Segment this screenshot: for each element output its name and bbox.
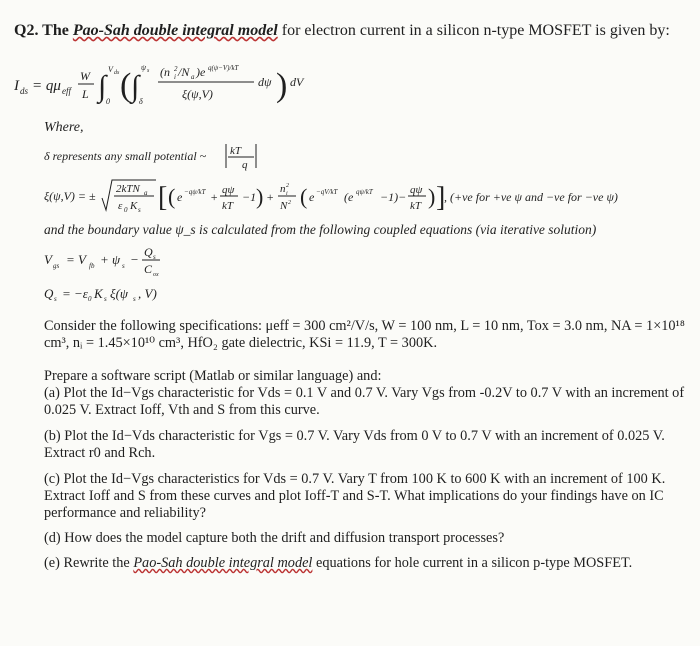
svg-text:Q: Q (144, 245, 153, 259)
svg-text:kT: kT (222, 200, 233, 212)
svg-text:+: + (210, 190, 219, 204)
svg-text:+ ψ: + ψ (100, 252, 121, 267)
task-a-line-1: (a) Plot the Id−Vgs characteristic for Vds = 0.1 V and 0.7 V. Vary Vgs from -0.2V to 0.7 V with an increment of (44, 385, 685, 401)
svg-text:I: I (14, 78, 19, 94)
svg-text:ξ(ψ: ξ(ψ (110, 286, 128, 301)
svg-text:L: L (82, 87, 89, 101)
delta-definition (44, 138, 274, 172)
intro-pre: The (42, 22, 69, 39)
tasks-intro: Prepare a software script (Matlab or similar language) and: (44, 368, 382, 384)
svg-text:∫: ∫ (98, 70, 107, 103)
svg-text:s: s (122, 262, 125, 270)
svg-text:N: N (280, 200, 288, 212)
svg-text:qψ: qψ (222, 184, 235, 196)
svg-text:−1: −1 (242, 190, 257, 204)
specs-line-2: cm³, nᵢ = 1.45×10¹⁰ cm³, HfO₂ gate dielectric, KSi = 11.9, T = 300K. (44, 335, 438, 351)
svg-text:ds: ds (114, 70, 120, 76)
svg-text:C: C (144, 262, 153, 276)
svg-text:(: ( (120, 67, 132, 104)
svg-text:ξ(ψ,V): ξ(ψ,V) (182, 87, 213, 101)
boundary-text: and the boundary value ψ_s is calculated from the following coupled equations (via iterative solution) (44, 222, 597, 237)
svg-text:eff: eff (62, 86, 71, 96)
svg-text:s: s (133, 295, 136, 303)
svg-text:2kTN: 2kTN (116, 183, 140, 195)
question-number: Q2. (14, 22, 39, 39)
svg-text:s: s (54, 295, 57, 303)
svg-text:δ represents any small potenti: δ represents any small potential ~ (44, 149, 207, 163)
svg-text:q: q (242, 159, 248, 171)
svg-text:a: a (144, 189, 148, 197)
svg-text:= qμ: = qμ (32, 78, 61, 94)
svg-text:ε: ε (118, 200, 123, 212)
svg-text:gs: gs (53, 262, 60, 270)
svg-text:(: ( (300, 184, 308, 209)
svg-text:fb: fb (89, 262, 95, 270)
svg-text:Q: Q (44, 286, 54, 301)
task-c-line-3: performance and reliability? (44, 505, 206, 521)
vgs-equation (44, 240, 244, 280)
svg-text:(n: (n (160, 65, 170, 79)
svg-text:kT: kT (230, 145, 241, 157)
qs-equation (44, 280, 244, 308)
svg-text:ox: ox (153, 272, 159, 278)
task-e-model: Pao-Sah double integral model (133, 555, 313, 571)
id-equation (14, 52, 344, 114)
task-c-line-2: Extract Ioff and S from these curves and plot Ioff-T and S-T. What implications do your findings have on IC (44, 488, 664, 504)
svg-text:−1)−: −1)− (380, 190, 407, 204)
task-c-line-1: (c) Plot the Id−Vgs characteristics for Vds = 0.7 V. Vary T from 100 K to 600 K with an increment of 100 K. (44, 471, 666, 487)
specs-line-1: Consider the following specifications: μeff = 300 cm²/V/s, W = 100 nm, L = 10 nm, Tox = 3.0 nm, NA = 1×10¹⁸ (44, 318, 685, 334)
svg-text:s: s (104, 295, 107, 303)
svg-text:qψ/kT: qψ/kT (356, 188, 373, 196)
svg-text:, V): , V) (138, 286, 157, 301)
svg-text:2: 2 (286, 183, 289, 189)
svg-text:dV: dV (290, 75, 304, 89)
svg-text:, (+ve for +ve ψ and −ve for −: , (+ve for +ve ψ and −ve for −ve ψ) (444, 190, 618, 204)
svg-text:ds: ds (20, 86, 29, 96)
svg-text:kT: kT (410, 200, 421, 212)
svg-text:a: a (191, 73, 195, 81)
task-d: (d) How does the model capture both the drift and diffusion transport processes? (44, 530, 505, 546)
task-b-line-1: (b) Plot the Id−Vds characteristic for Vgs = 0.7 V. Vary Vds from 0 V to 0.7 V with an increment of 0.025 V. (44, 428, 665, 444)
intro-post: for electron current in a silicon n-type MOSFET is given by: (281, 22, 670, 39)
svg-text:(: ( (168, 184, 176, 209)
svg-text:s: s (147, 68, 150, 74)
svg-text:)e: )e (196, 65, 206, 79)
svg-text:V: V (44, 252, 52, 267)
svg-text:−qψ/kT: −qψ/kT (184, 188, 206, 196)
task-e-post: equations for hole current in a silicon p-type MOSFET. (316, 555, 633, 571)
svg-text:[: [ (158, 182, 168, 213)
where-label: Where, (44, 120, 84, 135)
svg-text:ξ(ψ,V) = ±: ξ(ψ,V) = ± (44, 189, 96, 203)
svg-text:(e: (e (344, 190, 354, 204)
svg-text:= V: = V (66, 252, 86, 267)
svg-text:K: K (94, 286, 103, 301)
svg-text:V: V (108, 65, 113, 74)
svg-text:]: ] (436, 182, 446, 213)
svg-text:i: i (286, 191, 288, 197)
svg-text:): ) (256, 184, 264, 209)
task-e-pre: (e) Rewrite the (44, 555, 130, 571)
task-a-line-2: 0.025 V. Extract Ioff, Vth and S from this curve. (44, 402, 320, 418)
svg-text:e: e (309, 190, 315, 204)
svg-text:dψ: dψ (258, 75, 272, 89)
svg-text:0: 0 (106, 97, 110, 106)
task-e (44, 555, 632, 572)
svg-text:): ) (428, 184, 436, 209)
svg-text:): ) (276, 67, 288, 104)
svg-text:0: 0 (124, 206, 128, 214)
svg-text:−qV/kT: −qV/kT (316, 188, 338, 196)
question-title (14, 22, 670, 40)
svg-text:0: 0 (88, 295, 92, 303)
svg-text:q(ψ−V)/kT: q(ψ−V)/kT (208, 64, 239, 72)
svg-text:+: + (266, 190, 275, 204)
svg-text:2: 2 (288, 200, 291, 206)
svg-text:s: s (138, 206, 141, 214)
svg-text:i: i (174, 73, 176, 81)
task-b-line-2: Extract r0 and Rch. (44, 445, 156, 461)
xi-equation (44, 174, 684, 222)
svg-text:δ: δ (139, 97, 143, 106)
svg-text:2: 2 (174, 65, 178, 73)
svg-text:n: n (280, 183, 286, 195)
svg-text:W: W (80, 69, 90, 83)
svg-text:−: − (130, 252, 139, 267)
svg-text:qψ: qψ (410, 184, 423, 196)
svg-text:∫: ∫ (131, 70, 140, 103)
svg-text:s: s (153, 253, 156, 261)
svg-text:= −ε: = −ε (62, 286, 88, 301)
svg-text:K: K (130, 200, 138, 212)
svg-text:e: e (177, 190, 183, 204)
svg-text:ψ: ψ (141, 63, 146, 72)
model-name: Pao-Sah double integral model (72, 22, 278, 39)
svg-text:/N: /N (178, 65, 190, 79)
